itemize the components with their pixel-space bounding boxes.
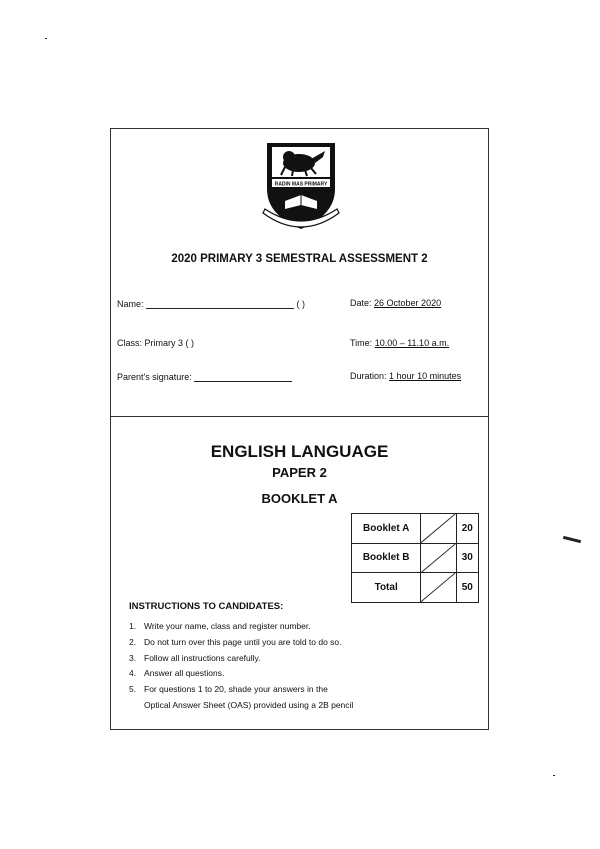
date-label: Date: — [350, 298, 372, 308]
scan-speck — [553, 775, 555, 776]
time-field — [350, 338, 449, 348]
item-number: 4. — [129, 668, 137, 679]
name-label: Name: — [117, 299, 144, 309]
score-slash-cell — [421, 543, 456, 573]
score-row-max: 20 — [456, 514, 478, 544]
duration-label: Duration: — [350, 371, 387, 381]
instructions-list — [129, 619, 353, 714]
time-label: Time: — [350, 338, 373, 348]
section-divider — [111, 416, 488, 417]
parent-signature-line[interactable] — [194, 371, 292, 382]
item-text: Answer all questions. — [144, 668, 225, 679]
duration-field — [350, 371, 461, 381]
score-row-label: Booklet A — [352, 514, 421, 544]
score-row-max: 30 — [456, 543, 478, 573]
item-text: Follow all instructions carefully. — [144, 652, 261, 663]
score-slash-cell — [421, 514, 456, 544]
item-number: 2. — [129, 636, 137, 647]
item-number: 1. — [129, 621, 137, 631]
class-field — [117, 338, 194, 348]
item-number: 3. — [129, 652, 137, 663]
score-row-label: Total — [352, 573, 421, 603]
item-text: For questions 1 to 20, shade your answers in the — [144, 684, 328, 695]
score-slash-cell — [421, 573, 456, 603]
assessment-title: 2020 PRIMARY 3 SEMESTRAL ASSESSMENT 2 — [171, 253, 428, 265]
list-item — [129, 682, 353, 698]
score-table — [351, 513, 479, 603]
date-field — [350, 298, 441, 308]
score-row-max: 50 — [456, 573, 478, 603]
list-item — [129, 651, 353, 667]
parent-signature-field — [117, 371, 292, 382]
list-item-continuation: Optical Answer Sheet (OAS) provided using a 2B pencil — [144, 699, 354, 710]
table-row — [352, 573, 479, 603]
exam-cover-sheet — [110, 128, 489, 730]
score-row-label: Booklet B — [352, 543, 421, 573]
scan-speck — [45, 38, 47, 39]
paper-number: PAPER 2 — [272, 465, 327, 480]
class-label: Class: Primary 3 ( ) — [117, 338, 195, 348]
item-text: Write your name, class and register number. — [144, 621, 311, 631]
time-value: 10.00 – 11.10 a.m. — [374, 338, 450, 348]
list-item — [129, 619, 353, 635]
scan-mark — [563, 536, 581, 543]
name-field — [117, 298, 305, 309]
booklet-label: BOOKLET A — [261, 491, 338, 506]
name-input-line[interactable] — [146, 298, 294, 309]
svg-text:RADIN MAS PRIMARY: RADIN MAS PRIMARY — [274, 181, 328, 188]
table-row — [352, 543, 479, 573]
date-value: 26 October 2020 — [374, 298, 442, 308]
item-number: 5. — [129, 684, 137, 695]
parent-signature-label: Parent's signature: — [117, 372, 192, 382]
duration-value: 1 hour 10 minutes — [389, 371, 462, 381]
list-item — [129, 666, 353, 682]
list-item — [129, 635, 353, 651]
school-crest-logo — [261, 137, 341, 233]
item-text: Do not turn over this page until you are told to do so. — [144, 636, 342, 647]
register-number-paren: ( ) — [296, 299, 306, 309]
instructions-heading: INSTRUCTIONS TO CANDIDATES: — [129, 601, 284, 612]
subject-title: ENGLISH LANGUAGE — [210, 442, 389, 461]
table-row — [352, 514, 479, 544]
